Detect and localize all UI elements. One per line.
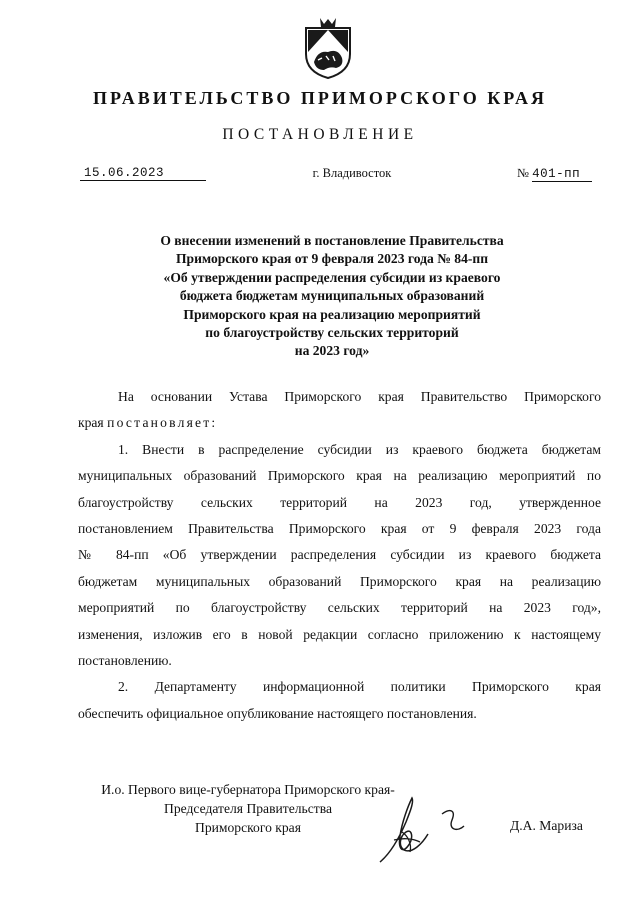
number-label: № xyxy=(517,166,529,180)
paragraph-1-line: постановлению. xyxy=(78,652,172,668)
document-type: ПОСТАНОВЛЕНИЕ xyxy=(222,126,418,143)
signatory-position xyxy=(78,780,418,837)
paragraph-1-line: бюджетам муниципальных образований Приморского края на реализацию xyxy=(78,573,601,589)
position-line: Приморского края xyxy=(195,820,301,835)
document-number xyxy=(517,166,603,182)
preamble-word: края xyxy=(78,415,104,431)
preamble-line: На основании Устава Приморского края Правительство Приморского xyxy=(118,389,601,404)
document-subject xyxy=(120,232,544,361)
document-city: г. Владивосток xyxy=(312,166,392,180)
subject-line: по благоустройству сельских территорий xyxy=(205,325,459,341)
paragraph-1-line: муниципальных образований Приморского края на реализацию мероприятий по xyxy=(78,468,601,484)
subject-line: «Об утверждении распределения субсидии из краевого xyxy=(163,269,501,285)
paragraph-1-line: изменения, изложив его в новой редакции согласно приложению к настоящему xyxy=(78,626,601,642)
document-body xyxy=(78,384,601,727)
subject-line: Приморского края на реализацию мероприятий xyxy=(183,306,481,322)
government-title: ПРАВИТЕЛЬСТВО ПРИМОРСКОГО КРАЯ xyxy=(93,88,547,108)
position-line: И.о. Первого вице-губернатора Приморского края- xyxy=(101,782,395,797)
subject-line: Приморского края от 9 февраля 2023 года № 84-пп xyxy=(175,251,489,267)
position-line: Председателя Правительства xyxy=(164,801,332,816)
signatory-name: Д.А. Мариза xyxy=(510,818,583,833)
coat-of-arms-tiger-icon xyxy=(302,16,354,80)
subject-line: бюджета бюджетам муниципальных образований xyxy=(179,288,485,304)
preamble-line-2 xyxy=(78,410,601,436)
decree-word: постановляет: xyxy=(107,415,218,431)
paragraph-2-line: 2. Департаменту информационной политики Приморского края xyxy=(118,679,601,695)
paragraph-1-line: 1. Внести в распределение субсидии из краевого бюджета бюджетам xyxy=(118,441,601,457)
paragraph-2-line: обеспечить официальное опубликование настоящего постановления. xyxy=(78,705,477,721)
subject-line: на 2023 год» xyxy=(294,343,370,359)
paragraph-1-line: постановлением Правительства Приморского края от 9 февраля 2023 года xyxy=(78,520,601,536)
number-value: 401-пп xyxy=(532,167,592,182)
paragraph-1-line: мероприятий по благоустройству сельских территорий на 2023 год», xyxy=(78,600,601,616)
subject-line: О внесении изменений в постановление Правительства xyxy=(160,233,504,248)
document-date: 15.06.2023 xyxy=(80,166,206,181)
paragraph-1-line: благоустройству сельских территорий на 2023 год, утвержденное xyxy=(78,494,601,510)
handwritten-signature xyxy=(372,792,492,868)
paragraph-1-line: № 84-пп «Об утверждении распределения субсидии из краевого бюджета xyxy=(78,547,601,563)
